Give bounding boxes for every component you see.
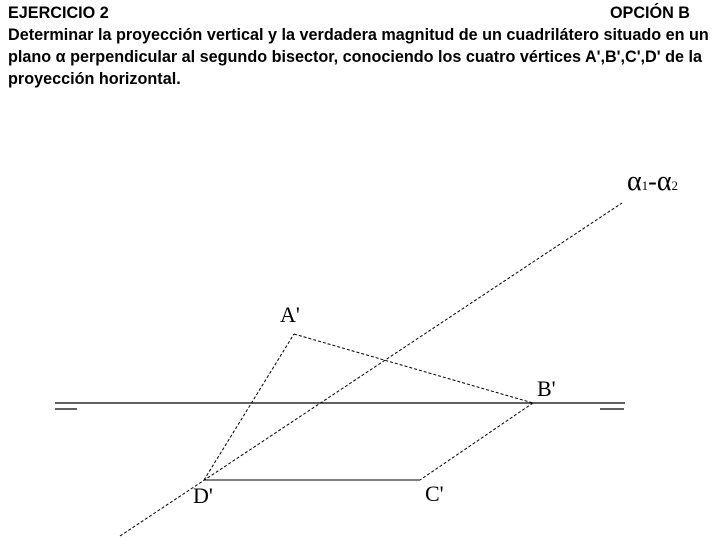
edge-a-b [294, 334, 533, 403]
trace-alpha-1: α [627, 166, 642, 197]
vertex-label-b: B' [537, 376, 556, 401]
edge-d-a [204, 334, 294, 480]
vertex-label-c: C' [425, 481, 444, 506]
vertex-label-a: A' [280, 302, 300, 327]
trace-sub-1: 1 [641, 178, 649, 193]
edge-b-c [420, 403, 533, 480]
exercise-statement: Determinar la proyección vertical y la verdadera magnitud de un cuadrilátero situado en un plano α perpendicular al segundo bisector, conociendo los cuatro vértices A',B',C',D' de la proyección horizontal. [8, 26, 709, 88]
trace-dash: - [648, 167, 657, 196]
plane-trace-label [627, 166, 678, 197]
exercise-option: OPCIÓN B [609, 4, 690, 22]
vertex-label-d: D' [193, 483, 213, 508]
trace-alpha-2: α [656, 166, 672, 197]
trace-sub-2: 2 [671, 178, 679, 193]
exercise-title: EJERCICIO 2 [8, 4, 109, 22]
